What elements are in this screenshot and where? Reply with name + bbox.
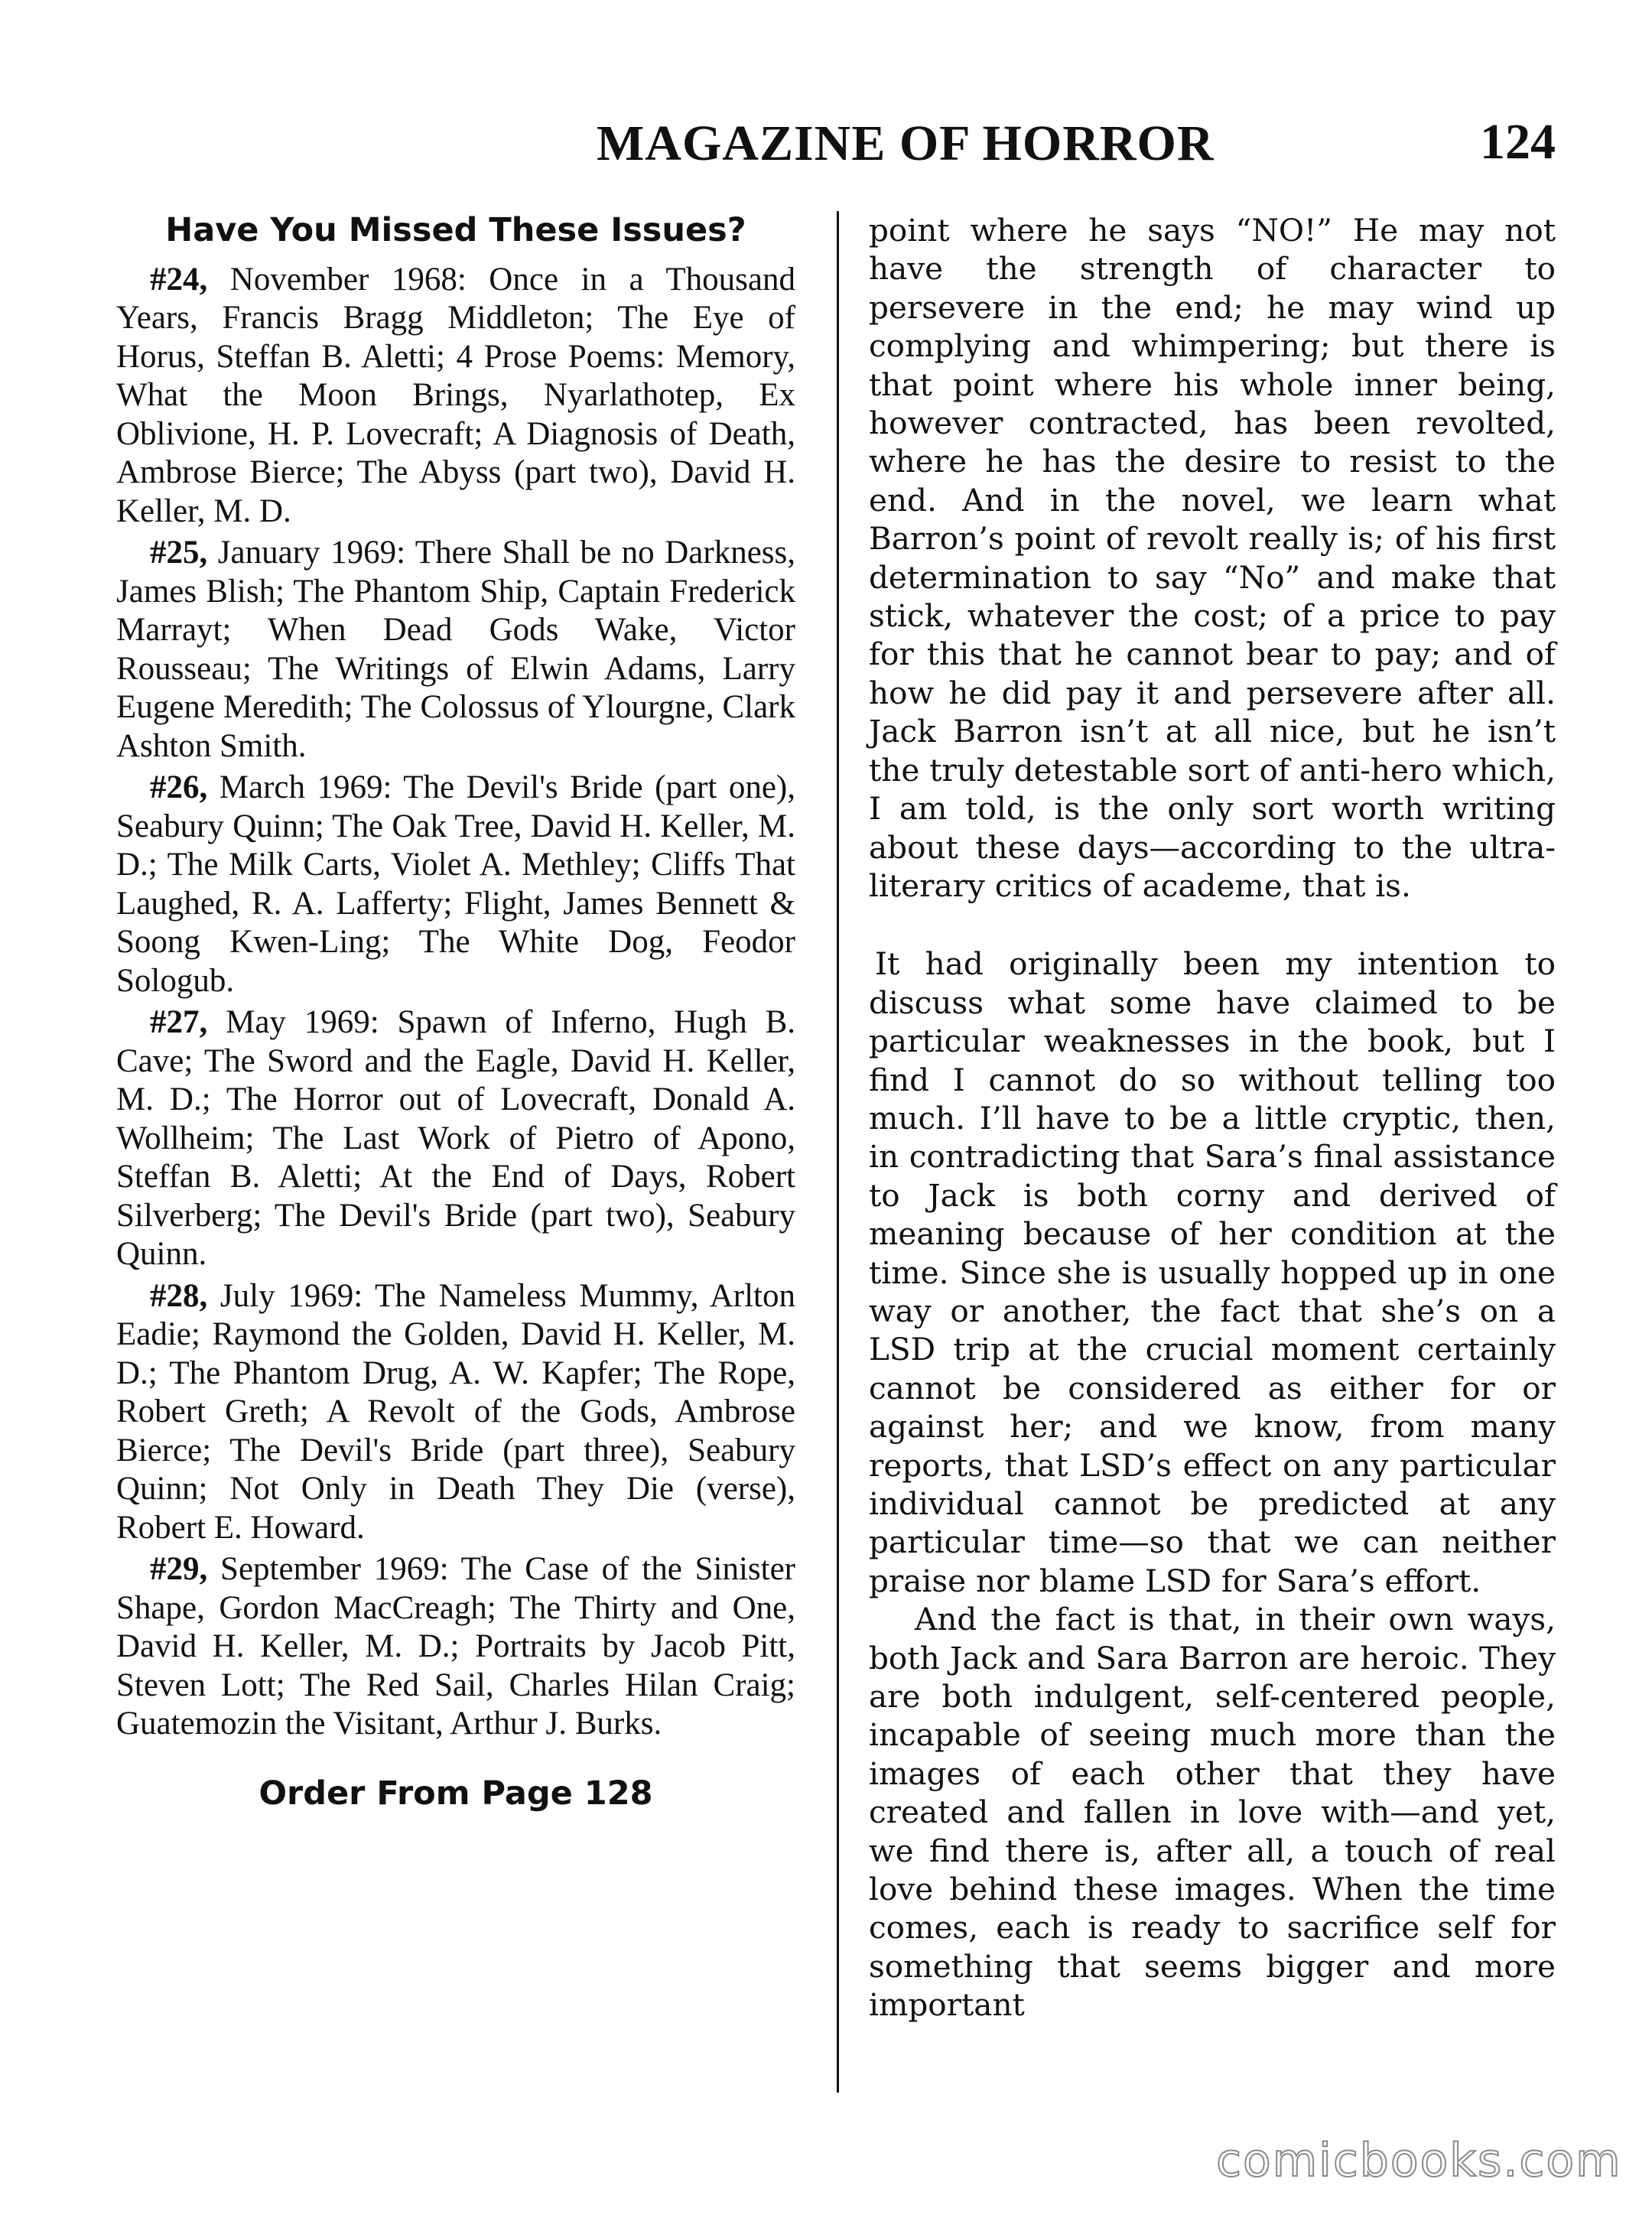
issue-entry: [116, 1003, 795, 1274]
issue-contents: March 1969: The Devil's Bride (part one), Seabury Quinn; The Oak Tree, David H. Keller, M. D.; The Milk Carts, Violet A. Methley; Cliffs That Laughed, R. A. Lafferty; Flight, James Bennett & Soong Kwen-Ling; The White Dog, Feodor Sologub.: [116, 769, 795, 999]
issue-contents: May 1969: Spawn of Inferno, Hugh B. Cave; The Sword and the Eagle, David H. Keller, M. D.; The Horror out of Lovecraft, Donald A. Wollheim; The Last Work of Pietro of Apono, Steffan B. Aletti; At the End of Days, Robert Silverberg; The Devil's Bride (part two), Seabury Quinn.: [116, 1004, 795, 1272]
issue-entry: [116, 534, 795, 766]
issue-contents: September 1969: The Case of the Sinister Shape, Gordon MacCreagh; The Thirty and One, David H. Keller, M. D.; Portraits by Jacob Pitt, Steven Lott; The Red Sail, Charles Hilan Craig; Guatemozin the Visitant, Arthur J. Burks.: [116, 1551, 795, 1742]
issue-entry: [116, 261, 795, 532]
issue-contents: November 1968: Once in a Thousand Years, Francis Bragg Middleton; The Eye of Horus, Steffan B. Aletti; 4 Prose Poems: Memory, What the Moon Brings, Nyarlathotep, Ex Oblivione, H. P. Lovecraft; A Diagnosis of Death, Ambrose Bierce; The Abyss (part two), David H. Keller, M. D.: [116, 261, 795, 529]
back-issues-heading: Have You Missed These Issues?: [165, 211, 746, 249]
magazine-title: MAGAZINE OF HORROR: [597, 115, 1215, 171]
watermark: comicbooks.com: [1216, 2134, 1622, 2187]
issue-contents: January 1969: There Shall be no Darkness, James Blish; The Phantom Ship, Captain Frederick Marrayt; When Dead Gods Wake, Victor Rousseau; The Writings of Elwin Adams, Larry Eugene Meredith; The Colossus of Ylourgne, Clark Ashton Smith.: [116, 535, 795, 764]
issue-number: #24,: [150, 261, 208, 298]
issue-number: #29,: [150, 1551, 208, 1587]
column-divider: [837, 211, 839, 2093]
order-line: Order From Page 128: [259, 1774, 653, 1813]
issue-number: #28,: [150, 1277, 208, 1314]
article-paragraph: And the fact is that, in their own ways, both Jack and Sara Barron are heroic. They are both indulgent, self-centered people, incapable of seeing much more than the images of each other that they have created and fallen in love with—and yet, we find there is, after all, a touch of real love behind these images. When the time comes, each is ready to sacrifice self for something that seems bigger and more important: [869, 1601, 1556, 2024]
article-paragraph: It had originally been my intention to discuss what some have claimed to be particular weaknesses in the book, but I find I cannot do so without telling too much. I’ll have to be a little cryptic, then, in contradicting that Sara’s final assistance to Jack is both corny and derived of meaning because of her condition at the time. Since she is usually hopped up in one way or another, the fact that she’s on a LSD trip at the crucial moment certainly cannot be considered as either for or against her; and we know, from many reports, that LSD’s effect on any particular individual cannot be predicted at any particular time—so that we can neither praise nor blame LSD for Sara’s effort.: [869, 945, 1556, 1599]
issue-entry: [116, 1277, 795, 1548]
article-column: [869, 211, 1556, 2024]
issue-number: #27,: [150, 1004, 208, 1040]
page-number: 124: [1480, 114, 1556, 170]
issue-entry: [116, 1550, 795, 1744]
issue-number: #26,: [150, 769, 208, 805]
issue-contents: July 1969: The Nameless Mummy, Arlton Eadie; Raymond the Golden, David H. Keller, M. D.; The Phantom Drug, A. W. Kapfer; The Rope, Robert Greth; A Revolt of the Gods, Ambrose Bierce; The Devil's Bride (part three), Seabury Quinn; Not Only in Death They Die (verse), Robert E. Howard.: [116, 1277, 795, 1546]
article-paragraph: point where he says “NO!” He may not have the strength of character to persevere in the end; he may wind up complying and whimpering; but there is that point where his whole inner being, however contracted, has been revolted, where he has the desire to resist to the end. And in the novel, we learn what Barron’s point of revolt really is; of his first determination to say “No” and make that stick, whatever the cost; of a price to pay for this that he cannot bear to pay; and of how he did pay it and persevere after all. Jack Barron isn’t at all nice, but he isn’t the truly detestable sort of anti-hero which, I am told, is the only sort worth writing about these days—according to the ultra-literary critics of academe, that is.: [869, 212, 1556, 904]
issue-number: #25,: [150, 535, 208, 571]
issue-entry: [116, 769, 795, 1000]
back-issues-column: [116, 207, 795, 1813]
